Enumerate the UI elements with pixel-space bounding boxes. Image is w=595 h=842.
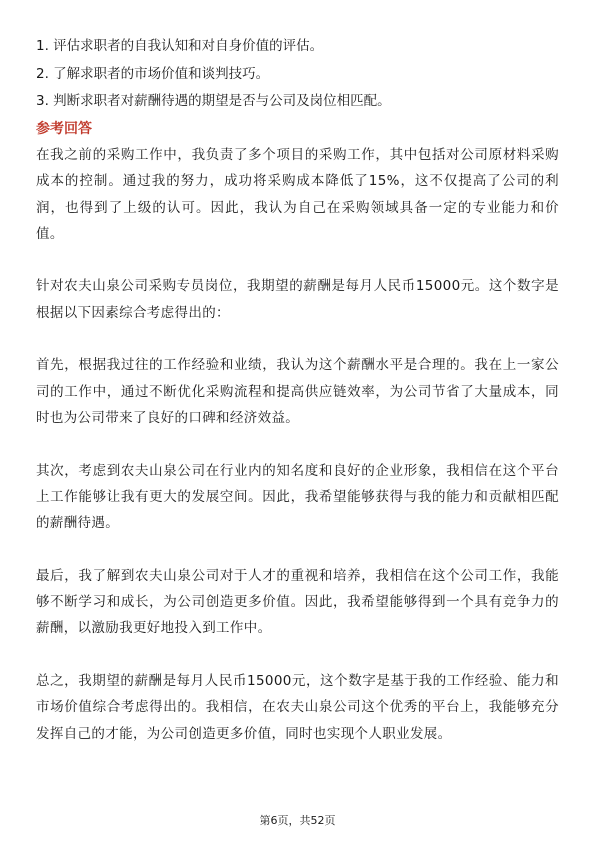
goal-item-3: 3. 判断求职者对薪酬待遇的期望是否与公司及岗位相匹配。 — [36, 93, 391, 109]
answer-paragraph-6: 总之，我期望的薪酬是每月人民币15000元，这个数字是基于我的工作经验、能力和市场价值综合考虑得出的。我相信，在农夫山泉公司这个优秀的平台上，我能够充分发挥自己的才能，为公司创造更多价值，同时也实现个人职业发展。 — [36, 672, 559, 742]
answer-paragraph-2: 针对农夫山泉公司采购专员岗位，我期望的薪酬是每月人民币15000元。这个数字是根据以下因素综合考虑得出的： — [36, 278, 559, 321]
page-number-footer: 第6页，共52页 — [259, 814, 336, 827]
answer-paragraph-1: 在我之前的采购工作中，我负责了多个项目的采购工作，其中包括对公司原材料采购成本的控制。通过我的努力，成功将采购成本降低了15%，这不仅提高了公司的利润，也得到了上级的认可。因此，我认为自己在采购领域具备一定的专业能力和价值。 — [36, 147, 559, 242]
section-title-reference-answer: 参考回答 — [36, 121, 92, 137]
answer-paragraph-3: 首先，根据我过往的工作经验和业绩，我认为这个薪酬水平是合理的。我在上一家公司的工作中，通过不断优化采购流程和提高供应链效率，为公司节省了大量成本，同时也为公司带来了良好的口碑和经济效益。 — [36, 357, 559, 426]
answer-paragraph-4: 其次，考虑到农夫山泉公司在行业内的知名度和良好的企业形象，我相信在这个平台上工作能够让我有更大的发展空间。因此，我希望能够获得与我的能力和贡献相匹配的薪酬待遇。 — [36, 462, 559, 532]
interview-goals-list — [36, 33, 561, 116]
goal-item-2: 2. 了解求职者的市场价值和谈判技巧。 — [36, 65, 270, 82]
reference-answer-body — [36, 142, 559, 773]
goal-item-1: 1. 评估求职者的自我认知和对自身价值的评估。 — [36, 38, 324, 54]
answer-paragraph-5: 最后，我了解到农夫山泉公司对于人才的重视和培养，我相信在这个公司工作，我能够不断学习和成长，为公司创造更多价值。因此，我希望能够得到一个具有竞争力的薪酬，以激励我更好地投入到工作中。 — [36, 567, 559, 637]
